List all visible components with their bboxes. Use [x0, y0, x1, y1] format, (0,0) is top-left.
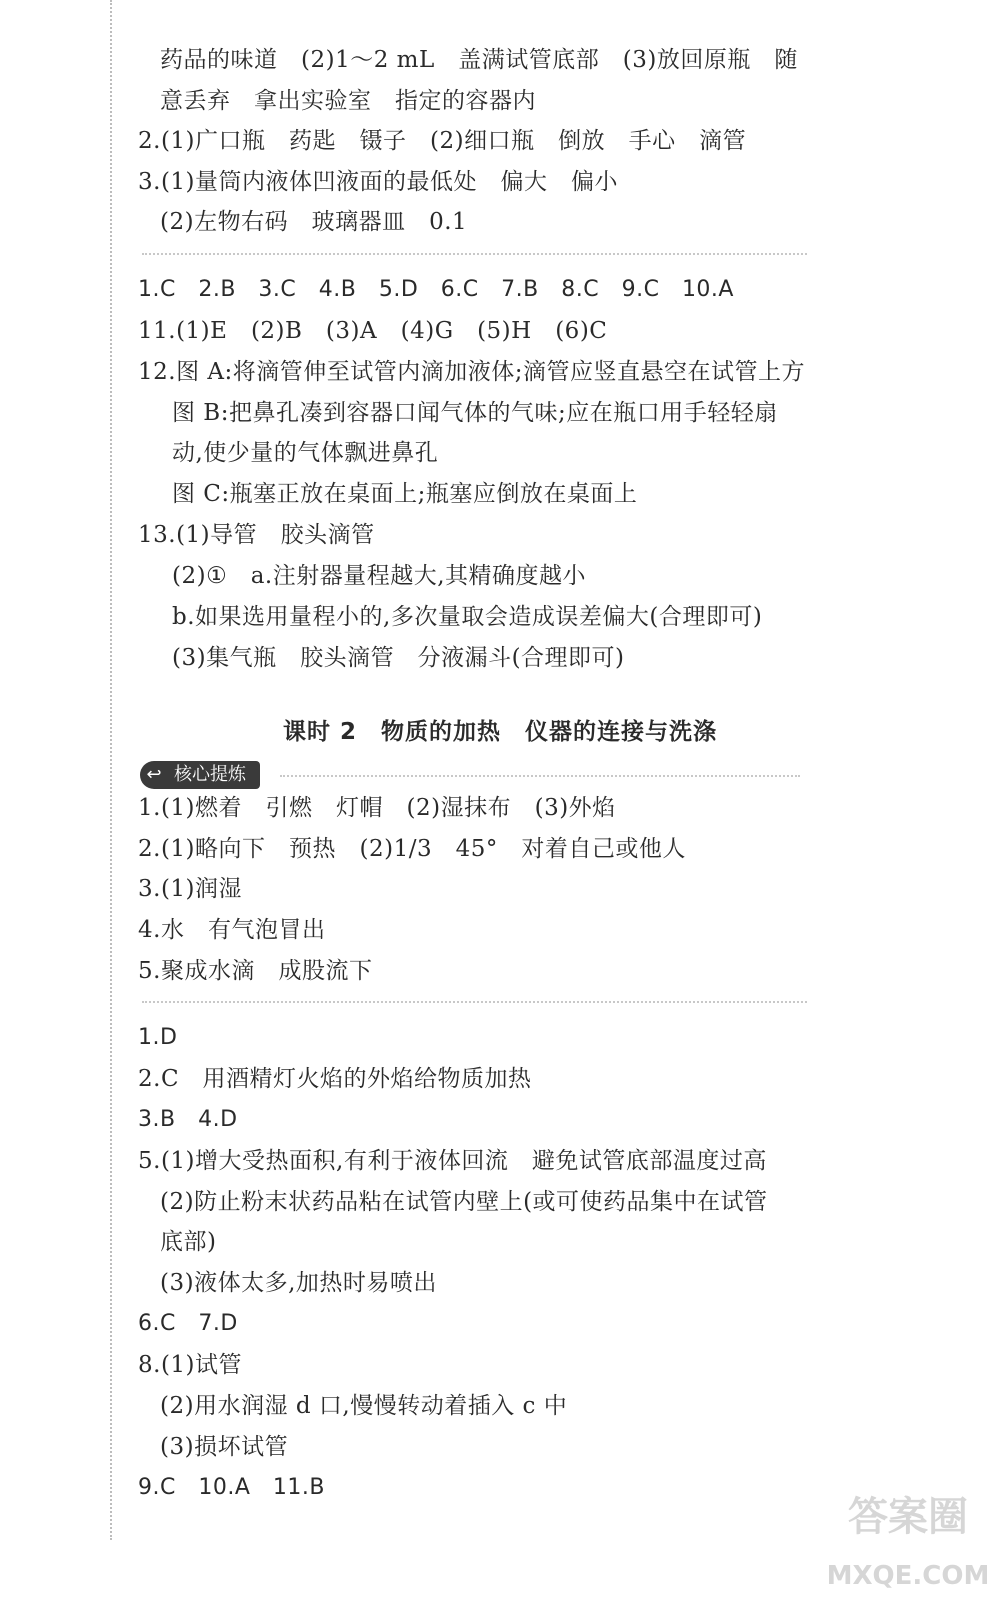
core-summary-label: 核心提炼	[168, 761, 260, 789]
core-summary-tag	[140, 761, 260, 789]
answer-line: 9.C 10.A 11.B	[138, 1475, 325, 1500]
margin-rule	[110, 0, 112, 1540]
watermark-text-cn: 答案圈	[848, 1494, 968, 1540]
answer-line: 2.(1)广口瓶 药匙 镊子 (2)细口瓶 倒放 手心 滴管	[138, 128, 747, 154]
answer-line: (2)用水润湿 d 口,慢慢转动着插入 c 中	[160, 1393, 568, 1419]
answer-line: (2)防止粉末状药品粘在试管内壁上(或可使药品集中在试管	[160, 1189, 768, 1215]
answer-line: 5.(1)增大受热面积,有利于液体回流 避免试管底部温度过高	[138, 1148, 767, 1174]
answer-line: 动,使少量的气体飘进鼻孔	[172, 440, 439, 466]
answer-line: 图 B:把鼻孔凑到容器口闻气体的气味;应在瓶口用手轻轻扇	[172, 400, 778, 426]
answer-line: 2.(1)略向下 预热 (2)1/3 45° 对着自己或他人	[138, 836, 686, 862]
answer-line: 12.图 A:将滴管伸至试管内滴加液体;滴管应竖直悬空在试管上方	[138, 359, 805, 385]
answer-line: 图 C:瓶塞正放在桌面上;瓶塞应倒放在桌面上	[172, 481, 638, 507]
core-rule	[280, 775, 800, 777]
separator-2	[142, 1001, 807, 1003]
answer-line: (3)损坏试管	[160, 1434, 289, 1460]
answer-line: (3)液体太多,加热时易喷出	[160, 1270, 437, 1296]
return-arrow-icon: ↩	[140, 761, 168, 789]
answer-line: 8.(1)试管	[138, 1352, 243, 1378]
answer-line: (3)集气瓶 胶头滴管 分液漏斗(合理即可)	[172, 645, 625, 671]
answer-line: 11.(1)E (2)B (3)A (4)G (5)H (6)C	[138, 318, 608, 344]
answer-line: 6.C 7.D	[138, 1311, 238, 1336]
answer-line: 1.(1)燃着 引燃 灯帽 (2)湿抹布 (3)外焰	[138, 795, 616, 821]
answer-line: 底部)	[160, 1229, 217, 1255]
watermark-text-url: MXQE.COM	[826, 1561, 990, 1591]
answer-line: 4.水 有气泡冒出	[138, 917, 326, 943]
answer-line: 5.聚成水滴 成股流下	[138, 958, 373, 984]
answer-line: 13.(1)导管 胶头滴管	[138, 522, 375, 548]
answer-line: 3.(1)量筒内液体凹液面的最低处 偏大 偏小	[138, 169, 619, 195]
answer-line: 意丢弃 拿出实验室 指定的容器内	[160, 88, 536, 114]
answer-line: 3.(1)润湿	[138, 876, 243, 902]
watermark-logo	[818, 1480, 998, 1600]
answer-line: b.如果选用量程小的,多次量取会造成误差偏大(合理即可)	[172, 604, 763, 630]
answer-line: 2.C 用酒精灯火焰的外焰给物质加热	[138, 1066, 532, 1092]
answer-line: 药品的味道 (2)1～2 mL 盖满试管底部 (3)放回原瓶 随	[160, 47, 798, 73]
answer-line: 1.C 2.B 3.C 4.B 5.D 6.C 7.B 8.C 9.C 10.A	[138, 277, 734, 302]
answer-line: 3.B 4.D	[138, 1107, 238, 1132]
answer-line: (2)① a.注射器量程越大,其精确度越小	[172, 563, 587, 589]
separator-1	[142, 253, 807, 255]
answer-line: (2)左物右码 玻璃器皿 0.1	[160, 209, 468, 235]
section-title: 课时 2 物质的加热 仪器的连接与洗涤	[282, 719, 717, 745]
answer-line: 1.D	[138, 1025, 178, 1050]
